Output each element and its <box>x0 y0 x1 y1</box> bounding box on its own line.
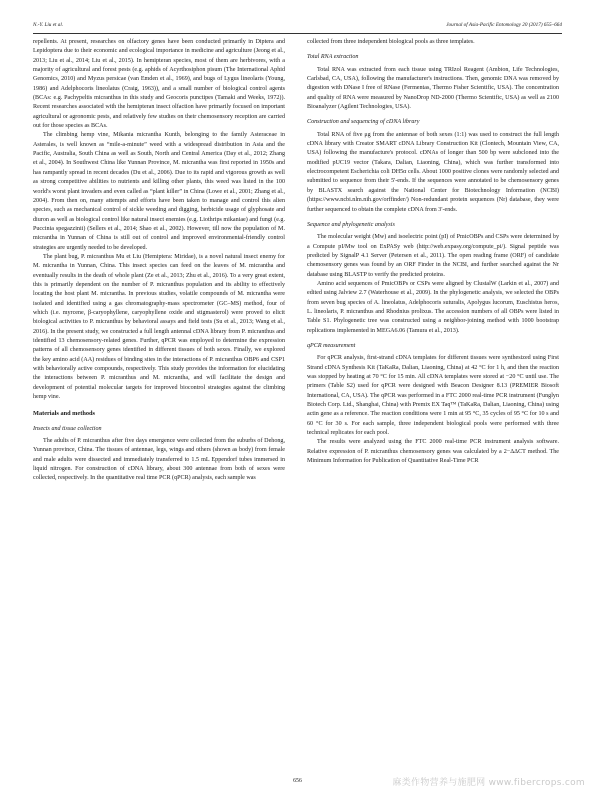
paragraph: The climbing hemp vine, Mikania micrantha Kunth, belonging to the family Asteraceae in Asterales, is well known as “mile-a-minute” weed with a widespread distribution in Asia and the Pacific, Australia, South China as well as South, North and Central America (Day et al., 2012; Zhang et al., 2004). In Southwest China like Yunnan Province, M. micrantha was first reported in 1950s and has rampantly spread in recent decades (Du et al., 2006). Due to its rapid and vigorous growth as well as strong competitive abilities to nutrients and killing other plants, this weed was listed in the 100 world's worst plant invaders and even called as “plant killer” in China (Lowe et al., 2001; Zhang et al., 2004). From then on, many attempts and efforts have been taken to manage and control this alien species, such as mechanical control of sickle weeding and digging, herbicide usage of glyphosate and diuron as well as biological control like natural insect enemies (e.g. Liothrips mikaniae) and fungi (e.g. Puccinia spegazzinii) (Sellers et al., 2014; Shao et al., 2002). However, till now the population of M. micrantha in Yunnan of China is still out of control and improved environmental-friendly control strategies are urgently needed to be developed. <box>33 132 285 251</box>
paragraph: Amino acid sequences of PmicOBPs or CSPs were aligned by ClustalW (Larkin et al., 2007) and edited using Jalview 2.7 (Waterhouse et al., 2009). In the phylogenetic analysis, we selected the OBPs from seven bug species of A. lineolatus, Adelphocoris suturalis, Apolygus lucorum, Euschistus heros, L. lineolaris, P. micranthus and Rhodnius prolixus. The accession numbers of all OBPs were listed in Table S1. Phylogenetic tree was constructed using a neighbor-joining method with 1000 bootstrap replications implemented in MEGA6.06 (Tamura et al., 2013). <box>307 280 559 334</box>
running-header-authors: N.-Y. Liu et al. <box>33 22 64 28</box>
section-heading: qPCR measurement <box>307 342 356 349</box>
watermark: 麻类作物营养与施肥网 www.fibercrops.com <box>392 778 585 788</box>
left-column <box>33 38 285 484</box>
page-number: 656 <box>293 778 302 784</box>
paragraph: repellents. At present, researches on olfactory genes have been conducted primarily in Diptera and Lepidoptera due to their economic and ecological importance in medicine and agriculture (Jeong et al., 2013; Liu et al., 2014; Liu et al., 2015). In hemipteran species, most of them are herbivores, with a majority of agricultural and forest pests (e.g. aphids of Acyrthosiphon pisum (The International Aphid Genomics, 2010) and Myzus persicae (van Emden et al., 1969), and bugs of Lygus lineolaris (Young, 1986) and Adelphocoris lineolatus (Craig, 1963)), and a small number of biological control agents (BCAs: e.g. Pachypeltis micranthus in this study and Geocoris punctipes (Tamaki and Weeks, 1972)). Recent researches associated with the hemipteran insect olfaction have primarily focused on important agricultural or agronomic pests, and relatively few studies on their chemosensory reception are carried out for those species as BCAs. <box>33 39 285 130</box>
paragraph: Total RNA of five μg from the antennae of both sexes (1:1) was used to construct the full length cDNA library with Creator SMART cDNA Library Construction Kit (Clontech, Mountain View, CA, USA) following the manufacture's protocol. cDNAs of longer than 500 bp were subcloned into the modified pUC19 vector (Takara, Dalian, Liaoning, China), which was further transformed into electrocompetent Escherichia coli DH5α cells. About 1000 positive clones were randomly selected and submitted to sequence from their 5'-ends. If the sequences were annotated to be chemosensory genes by BLASTX search against the National Center for Biotechnology Information (NCBI) (https://www.ncbi.nlm.nih.gov/orffinder/) Non-redundant protein sequences (Nr) database, they were further sequenced to obtain the complete cDNA from 3'-ends. <box>307 131 559 213</box>
paragraph: Total RNA was extracted from each tissue using TRIzol Reagent (Ambion, Life Technologies, Carlsbad, CA, USA), following the manufacturer's instructions. Then, genomic DNA was removed by digestion with DNase I free of RNase (Fermentas, Thermo Fisher Scientific, USA). The concentration and quality of RNA were measured by NanoDrop ND-2000 (Thermo Scientific, USA) as well as 2100 Bioanalyzer (Agilent Technologies, USA). <box>307 66 559 111</box>
paragraph: For qPCR analysis, first-strand cDNA templates for different tissues were synthesized using First Strand cDNA Synthesis Kit (TaKaRa, Dalian, Liaoning, China) at 42 °C for 1 h, and then the reaction was stopped by heating at 70 °C for 15 min. All cDNA templates were stored at −20 °C until use. The primers (Table S2) used for qPCR were designed with Beacon Designer 8.13 (PREMIER Biosoft International, CA, USA). The qPCR was performed in a FTC 2000 real-time PCR instrument (Funglyn Biotech Corp. Ltd., Shanghai, China) with Premix EX Taq™ (TaKaRa, Dalian, Liaoning, China) using actin gene as a reference. The reaction conditions were 1 min at 95 °C, 35 cycles of 95 °C for 10 s and 60 °C for 30 s. For each sample, three independent biological pools were performed with three technical replicates for each pool. <box>307 355 559 437</box>
header-rule <box>33 33 562 34</box>
running-header-journal: Journal of Asia-Pacific Entomology 20 (2017) 655–664 <box>446 22 562 28</box>
right-column <box>307 38 559 466</box>
section-heading: Sequence and phylogenetic analysis <box>307 221 395 228</box>
paragraph: The molecular weight (Mw) and isoelectric point (pI) of PmicOBPs and CSPs were determined by a Compute pI/Mw tool on ExPASy web (http://web.expasy.org/compute_pi/). Signal peptide was predicted by SignalP 4.1 Server (Petersen et al., 2011). The open reading frame (ORF) of candidate chemosensory genes was found by an ORF Finder in the NCBI, and further searched against the Nr database using BLASTP to verify the predicted proteins. <box>307 234 559 278</box>
paragraph: The results were analyzed using the FTC 2000 real-time PCR instrument analysis software. Relative expression of P. micranthus chemosensory genes was calculated by a 2−ΔΔCT method. The Minimum Information for Publication of Quantitative Real-Time PCR <box>307 439 559 465</box>
paragraph: The plant bug, P. micranthus Mu et Liu (Hemiptera: Miridae), is a novel natural insect enemy for M. micrantha in Yunnan, China. This insect species can feed on the leaves of M. micrantha and eventually results in the death of whole plant (Ze et al., 2013; Zhu et al., 2016). To a very great extent, this is primarily dependent on the number of P. micranthus population and its ability to effectively locating the host plant M. micrantha. In previous studies, volatile compounds of M. micrantha were isolated and identified using a gas chromatography-mass spectrometer (GC–MS) method, four of which (i.e. myrcene, β-caryophyllene, caryophyllene oxide and stigmasterol) were proved to elicit biological activities to P. micranthus by behavioral assays and field tests (Su et al., 2013; Wang et al., 2016). In the present study, we constructed a full length antennal cDNA library from P. micranthus and identified 13 chemosensory-related genes. Further, qPCR was employed to determine the expression patterns of all chemosensory genes identified in different tissues of both sexes. Finally, we explored the key amino acid (AA) residues of binding sites in the interactions of P. micranthus OBP6 and CSP1 with behaviorally active compounds, respectively. This study provides the information for elucidating the interactions between P. micranthus and M. micrantha, and will facilitate the design and development of potential molecular targets for improved biocontrol strategies against the climbing hemp vine. <box>33 253 285 401</box>
section-heading: Materials and methods <box>33 410 95 418</box>
section-heading: Construction and sequencing of cDNA library <box>307 119 420 126</box>
section-heading: Total RNA extraction <box>307 54 359 61</box>
paragraph: collected from three independent biological pools as three templates. <box>307 39 475 45</box>
section-heading: Insects and tissue collection <box>33 425 102 432</box>
paragraph: The adults of P. micranthus after five days emergence were collected from the suburbs of Dehong, Yunnan province, China. The tissues of antennae, legs, wings and others (shown as body) from female and male adults were dissected and immediately transferred to 1.5 mL Eppendorf tubes immersed in liquid nitrogen. For construction of cDNA library, about 300 antennae from both of sexes were collected, respectively. In the quantitative real time PCR (qPCR) analysis, each sample was <box>33 438 285 482</box>
